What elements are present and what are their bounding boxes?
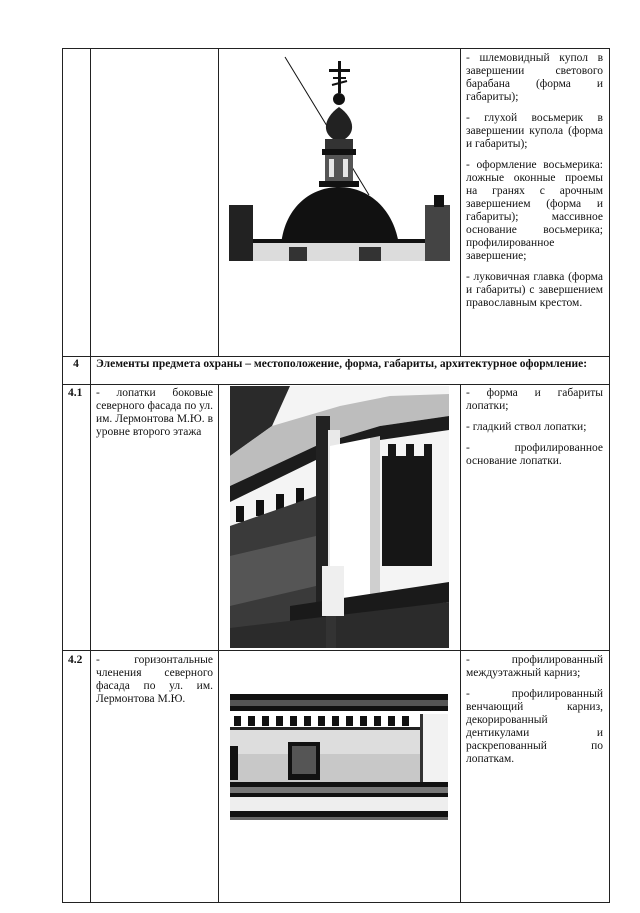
- pilaster-photo: [230, 386, 449, 648]
- feature-item: - гладкий ствол лопатки;: [466, 421, 587, 433]
- table-border-right: [609, 48, 610, 903]
- table-divider-num: [90, 48, 91, 903]
- feature-item: - профилированный междуэтажный карниз;: [466, 654, 603, 679]
- table-divider-photo-top: [460, 48, 461, 356]
- row-divider-4-1: [62, 384, 610, 385]
- table-divider-desc-top: [218, 48, 219, 356]
- feature-item: - профилированный венчающий карниз, декорированный дентикулами и раскрепованный по лопаткам.: [466, 688, 603, 765]
- row-4-1-description: - лопатки боковые северного фасада по ул. им. Лермонтова М.Ю. в уровне второго этажа: [96, 387, 213, 438]
- feature-item: - шлемовидный купол в завершении светового барабана (форма и габариты);: [466, 52, 603, 103]
- table-divider-desc-bottom: [218, 384, 219, 903]
- feature-item: - луковичная главка (форма и габариты) с завершением православным крестом.: [466, 271, 603, 309]
- table-divider-photo-bottom: [460, 384, 461, 903]
- row-4-1-number: 4.1: [68, 387, 83, 399]
- table-border-top: [62, 48, 610, 49]
- feature-item: - глухой восьмерик в завершении купола (форма и габариты);: [466, 112, 603, 150]
- row-4-number: 4: [73, 358, 79, 370]
- row-4-2-number: 4.2: [68, 654, 83, 666]
- row-4-header: Элементы предмета охраны – местоположение, форма, габариты, архитектурное оформление:: [96, 358, 588, 370]
- feature-item: - оформление восьмерика: ложные оконные проемы на гранях с арочным завершением (форма и габариты); массивное основание восьмерика; профилированное завершение;: [466, 159, 603, 262]
- feature-item: - профилированное основание лопатки.: [466, 442, 603, 467]
- row-4-1-features: [466, 387, 603, 476]
- row-4-2-features: [466, 654, 603, 774]
- table-border-left: [62, 48, 63, 903]
- row-divider-4: [62, 356, 610, 357]
- row-4-2-description: - горизонтальные членения северного фасада по ул. им. Лермонтова М.Ю.: [96, 654, 213, 705]
- row-divider-4-2: [62, 650, 610, 651]
- feature-item: - форма и габариты лопатки;: [466, 387, 603, 412]
- cornice-photo: [230, 694, 448, 829]
- table-border-bottom: [62, 902, 610, 903]
- row-continued-features: [466, 52, 603, 318]
- dome-photo: [229, 55, 450, 261]
